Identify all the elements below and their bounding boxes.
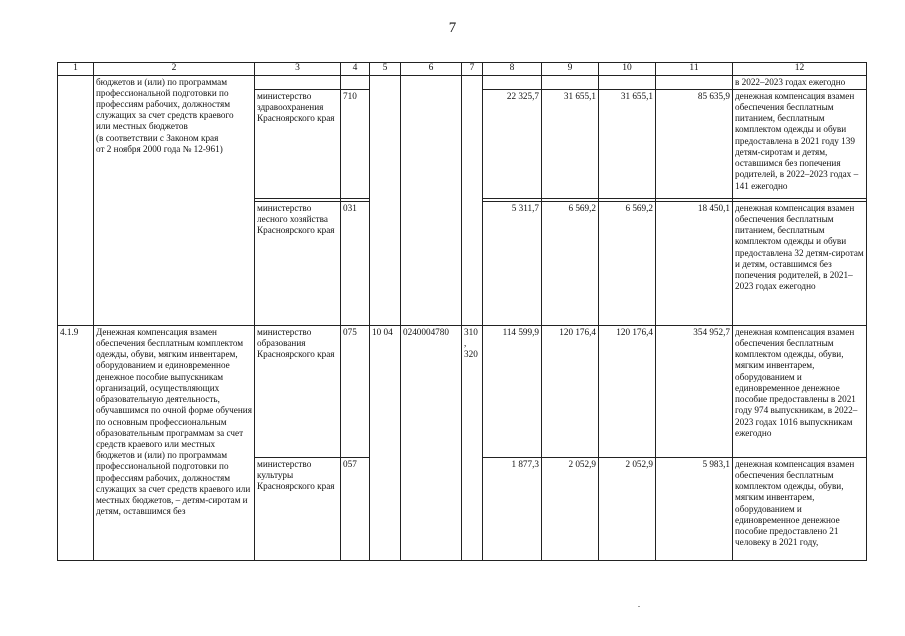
- ministry-cell: министерство лесного хозяйства Красноярского края: [255, 201, 341, 325]
- result-note: денежная компенсация взамен обеспечения бесплатным комплектом одежды, обуви, мягким инвентарем, оборудованием и единовременное денежное пособие предоставлены в 2021 году 974 выпускникам, в 2022–2023 годах 1016 выпускникам ежегодно: [733, 325, 867, 457]
- target-article-cell: 0240004780: [401, 325, 462, 560]
- amount-cell: 6 569,2: [599, 201, 656, 325]
- budget-table: [57, 62, 867, 561]
- expense-type-cell: [462, 75, 483, 325]
- result-note: денежная компенсация взамен обеспечения бесплатным питанием, бесплатным комплектом одежды и обуви предоставлена 32 детям-сиротам и детям, оставшимся без попечения родителей, в 2021–2023 годах ежегодно: [733, 201, 867, 325]
- amount-cell: 5 311,7: [483, 201, 542, 325]
- page-number: 7: [448, 20, 457, 36]
- row-number-cell: [58, 75, 94, 325]
- row-number-cell: 4.1.9: [58, 325, 94, 560]
- amount-cell: 120 176,4: [542, 325, 599, 457]
- measure-description: бюджетов и (или) по программам профессиональной подготовки по профессиям рабочих, должностям служащих за счет средств краевого или местных бюджетов (в соответствии с Законом края от 2 ноября 2000 года № 12-961): [94, 75, 255, 325]
- header-cell: 10: [599, 63, 656, 76]
- amount-cell: 2 052,9: [599, 457, 656, 560]
- code-cell: 031: [341, 201, 370, 325]
- amount-cell: [656, 75, 733, 89]
- header-cell: 9: [542, 63, 599, 76]
- amount-cell: 31 655,1: [599, 89, 656, 198]
- result-note: денежная компенсация взамен обеспечения бесплатным питанием, бесплатным комплектом одежды и обуви предоставлена в 2021 году 139 детям-сиротам и детям, оставшимся без попечения родителей, в 2022–2023 годах – 141 ежегодно: [733, 89, 867, 198]
- scan-speck: [638, 606, 640, 607]
- header-cell: 7: [462, 63, 483, 76]
- amount-cell: 85 635,9: [656, 89, 733, 198]
- header-cell: 12: [733, 63, 867, 76]
- code-cell: [341, 75, 370, 89]
- amount-cell: 2 052,9: [542, 457, 599, 560]
- amount-cell: 114 599,9: [483, 325, 542, 457]
- result-note: в 2022–2023 годах ежегодно: [733, 75, 867, 89]
- code-cell: 075: [341, 325, 370, 457]
- header-cell: 4: [341, 63, 370, 76]
- expense-type-cell: 310, 320: [462, 325, 483, 560]
- amount-cell: [483, 75, 542, 89]
- header-cell: 11: [656, 63, 733, 76]
- amount-cell: 354 952,7: [656, 325, 733, 457]
- amount-cell: 5 983,1: [656, 457, 733, 560]
- ministry-cell: министерство образования Красноярского края: [255, 325, 341, 457]
- amount-cell: [542, 75, 599, 89]
- amount-cell: 1 877,3: [483, 457, 542, 560]
- header-cell: 5: [370, 63, 401, 76]
- amount-cell: 120 176,4: [599, 325, 656, 457]
- section-code-cell: 10 04: [370, 325, 401, 560]
- section-code-cell: [370, 75, 401, 325]
- table-row: [58, 325, 867, 457]
- header-cell: 3: [255, 63, 341, 76]
- column-number-header-row: [58, 63, 867, 76]
- table-row: [58, 75, 867, 89]
- code-cell: 710: [341, 89, 370, 198]
- header-cell: 8: [483, 63, 542, 76]
- header-cell: 1: [58, 63, 94, 76]
- code-cell: 057: [341, 457, 370, 560]
- header-cell: 6: [401, 63, 462, 76]
- amount-cell: 22 325,7: [483, 89, 542, 198]
- target-article-cell: [401, 75, 462, 325]
- header-cell: 2: [94, 63, 255, 76]
- result-note: денежная компенсация взамен обеспечения бесплатным комплектом одежды, обуви, мягким инвентарем, оборудованием и единовременное денежное пособие предоставлено 21 человеку в 2021 году,: [733, 457, 867, 560]
- ministry-cell: министерство культуры Красноярского края: [255, 457, 341, 560]
- amount-cell: 6 569,2: [542, 201, 599, 325]
- ministry-cell: [255, 75, 341, 89]
- measure-description: Денежная компенсация взамен обеспечения бесплатным комплектом одежды, обуви, мягким инвентарем, оборудованием и единовременное денежное пособие выпускникам организаций, осуществляющих образовательную деятельность, обучавшимся по очной форме обучения по основным профессиональным образовательным программам за счет средств краевого или местных бюджетов и (или) по программам профессиональной подготовки по профессиям рабочих, должностям служащих за счет средств краевого или местных бюджетов, – детям-сиротам и детям, оставшимся без: [94, 325, 255, 560]
- amount-cell: 18 450,1: [656, 201, 733, 325]
- ministry-cell: министерство здравоохранения Красноярского края: [255, 89, 341, 198]
- amount-cell: [599, 75, 656, 89]
- amount-cell: 31 655,1: [542, 89, 599, 198]
